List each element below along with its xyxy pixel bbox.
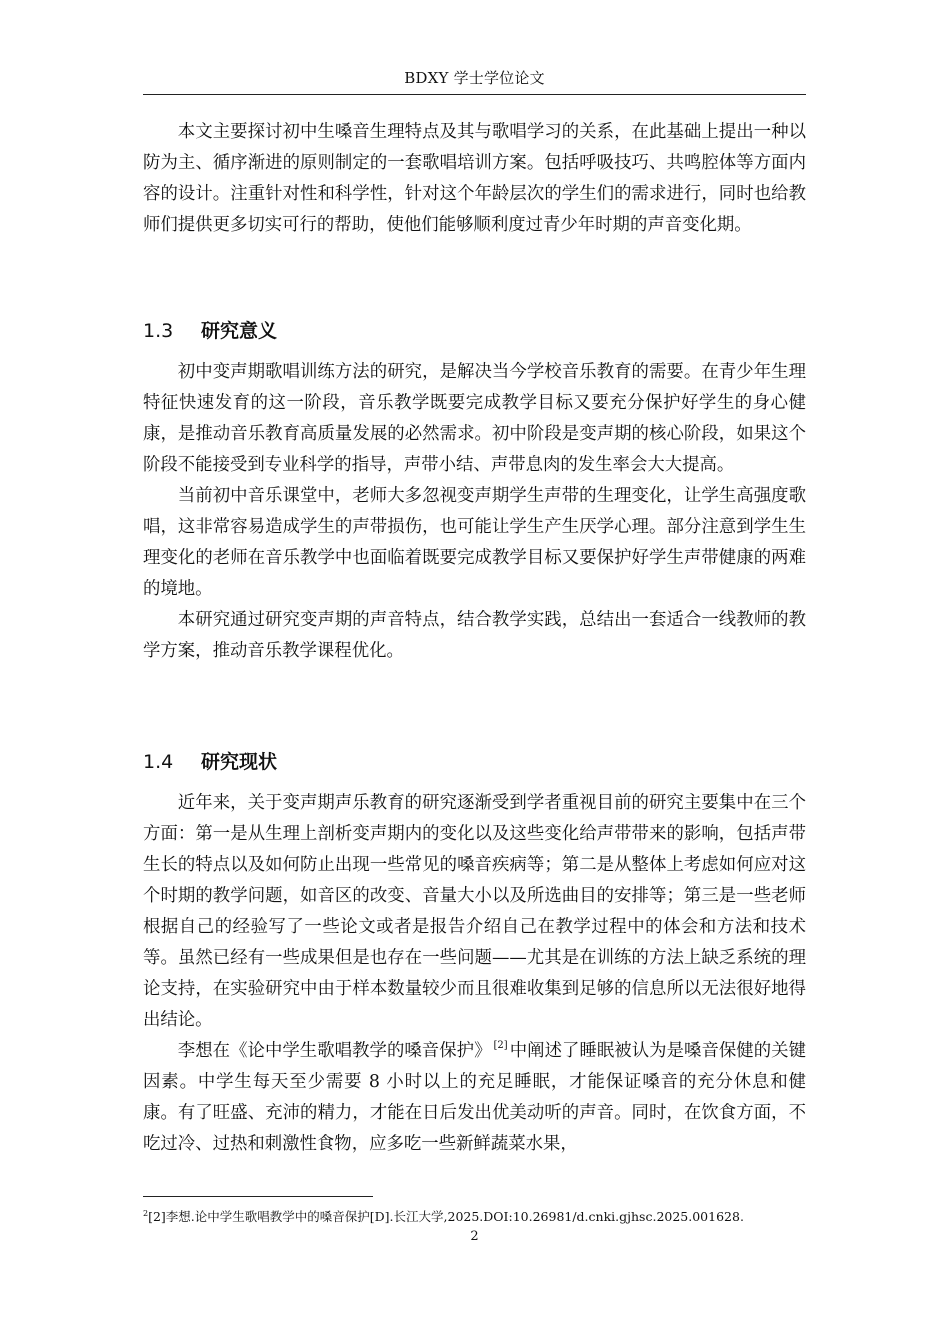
section-number: 1.3	[143, 320, 174, 342]
paragraph: 近年来，关于变声期声乐教育的研究逐渐受到学者重视目前的研究主要集中在三个方面：第一是从生理上剖析变声期内的变化以及这些变化给声带带来的影响，包括声带生长的特点以及如何防止出现一些常见的嗓音疾病等；第二是从整体上考虑如何应对这个时期的教学问题，如音区的改变、音量大小以及所选曲目的安排等；第三是一些老师根据自己的经验写了一些论文或者是报告介绍自己在教学过程中的体会和方法和技术等。虽然已经有一些成果但是也存在一些问题——尤其是在训练的方法上缺乏系统的理论支持，在实验研究中由于样本数量较少而且很难收集到足够的信息所以无法很好地得出结论。	[143, 793, 806, 1030]
footnote-divider	[143, 1196, 373, 1197]
paragraph	[143, 1036, 806, 1160]
section-title: 研究现状	[201, 751, 278, 773]
intro-text	[143, 117, 806, 241]
paragraph: 本研究通过研究变声期的声音特点，结合教学实践，总结出一套适合一线教师的教学方案，推动音乐教学课程优化。	[143, 610, 806, 661]
paragraph: 初中变声期歌唱训练方法的研究，是解决当今学校音乐教育的需要。在青少年生理特征快速发育的这一阶段，音乐教学既要完成教学目标又要充分保护好学生的身心健康，是推动音乐教育高质量发展的必然需求。初中阶段是变声期的核心阶段，如果这个阶段不能接受到专业科学的指导，声带小结、声带息肉的发生率会大大提高。	[143, 362, 806, 475]
section-heading-1-4	[143, 747, 277, 777]
footnote-marker: 2	[143, 1209, 149, 1218]
intro-paragraph: 本文主要探讨初中生嗓音生理特点及其与歌唱学习的关系，在此基础上提出一种以防为主、循序渐进的原则制定的一套歌唱培训方案。包括呼吸技巧、共鸣腔体等方面内容的设计。注重针对性和科学性，针对这个年龄层次的学生们的需求进行，同时也给教师们提供更多切实可行的帮助，使他们能够顺利度过青少年时期的声音变化期。	[143, 122, 806, 235]
footnote	[143, 1209, 806, 1225]
section-1-4-body	[143, 788, 806, 1160]
citation-marker[interactable]: [2]	[493, 1040, 508, 1051]
paragraph-text: 李想在《论中学生歌唱教学的嗓音保护》	[177, 1041, 492, 1061]
page-number: 2	[470, 1229, 479, 1244]
section-1-3-body	[143, 357, 806, 667]
section-heading-1-3	[143, 316, 277, 346]
page-header: BDXY 学士学位论文	[143, 62, 806, 95]
footnote-text: [2]李想.论中学生歌唱教学中的嗓音保护[D].长江大学,2025.DOI:10.26981/d.cnki.gjhsc.2025.001628.	[148, 1209, 744, 1224]
paragraph-text: 中阐述了睡眠被认为是嗓音保健的关键因素。中学生每天至少需要 8 小时以上的充足睡眠，才能保证嗓音的充分休息和健康。有了旺盛、充沛的精力，才能在日后发出优美动听的声音。同时，在饮食方面，不吃过冷、过热和刺激性食物，应多吃一些新鲜蔬菜水果，	[143, 1041, 806, 1154]
section-title: 研究意义	[201, 320, 278, 342]
section-number: 1.4	[143, 751, 174, 773]
paragraph: 当前初中音乐课堂中，老师大多忽视变声期学生声带的生理变化，让学生高强度歌唱，这非常容易造成学生的声带损伤，也可能让学生产生厌学心理。部分注意到学生生理变化的老师在音乐教学中也面临着既要完成教学目标又要保护好学生声带健康的两难的境地。	[143, 486, 806, 599]
